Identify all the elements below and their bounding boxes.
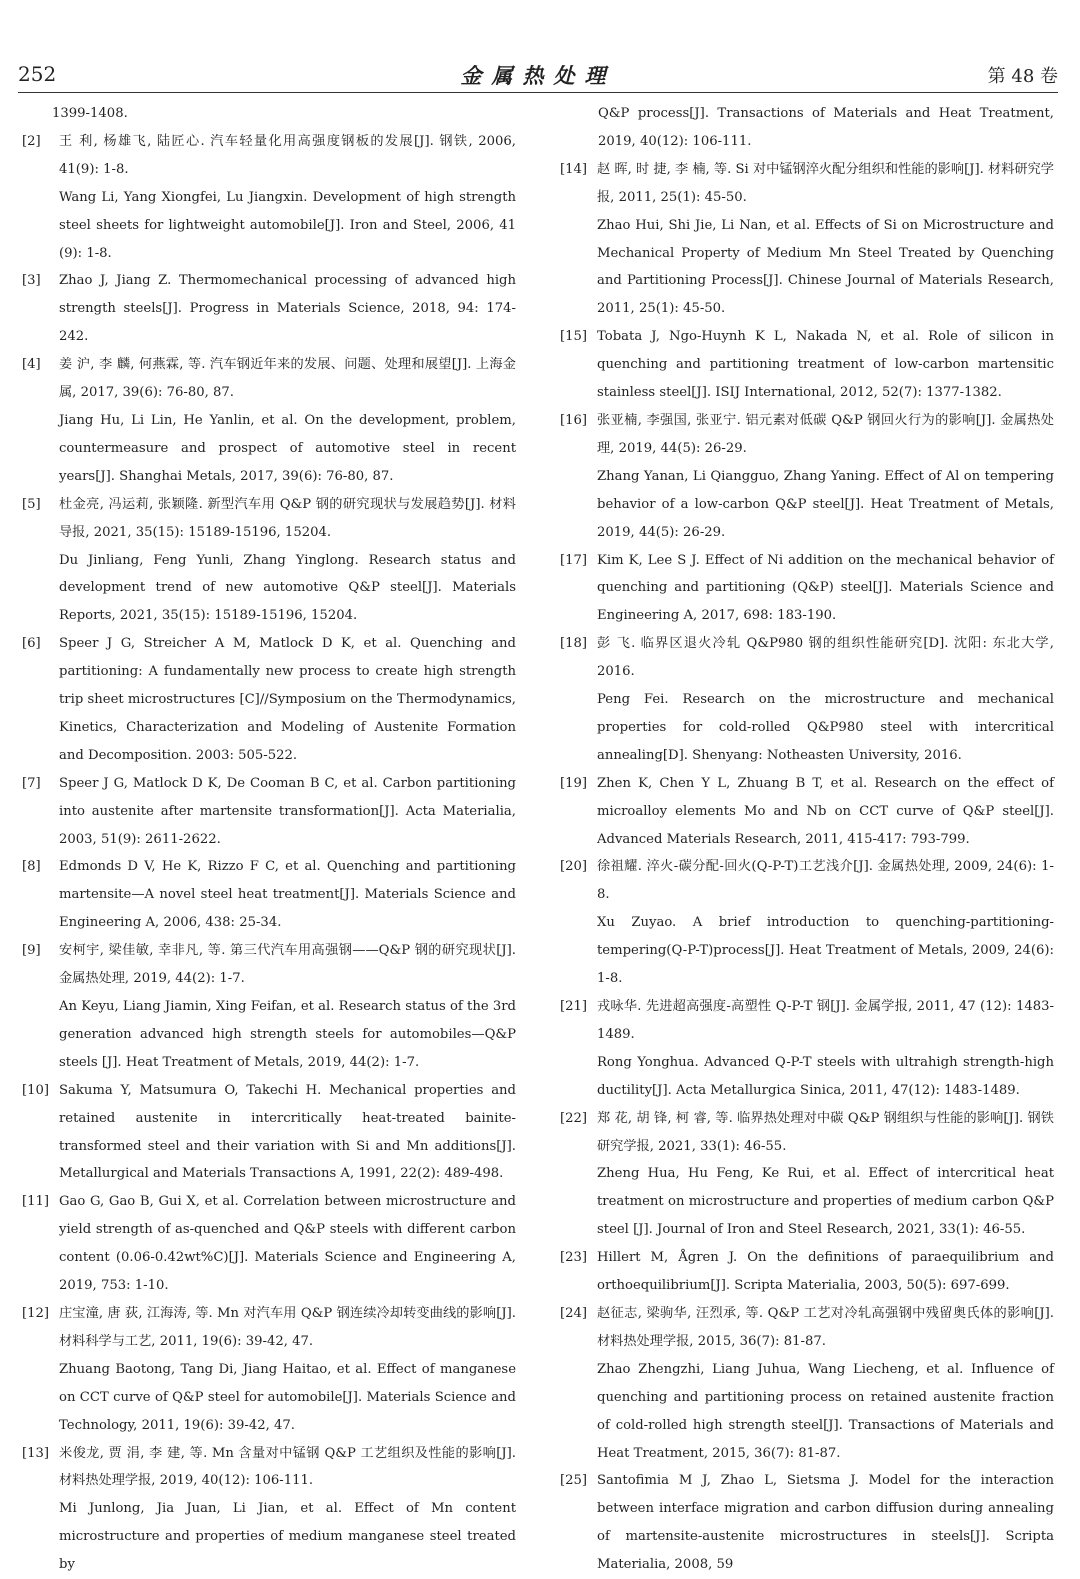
reference-text: Kim K, Lee S J. Effect of Ni addition on the mechanical behavior of quenching and partitioning (Q&P) steel[J]. Materials Science and Engineering A, 2017, 698: 183-190.	[597, 547, 1054, 631]
reference-label: [23]	[560, 1244, 587, 1272]
reference-text: 米俊龙, 贾 涓, 李 建, 等. Mn 含量对中锰钢 Q&P 工艺组织及性能的影响[J]. 材料热处理学报, 2019, 40(12): 106-111.	[59, 1440, 516, 1496]
reference-item	[22, 1188, 516, 1300]
volume-label: 第 48 卷	[988, 62, 1058, 88]
reference-label: [25]	[560, 1467, 587, 1495]
reference-item	[22, 491, 516, 631]
reference-label: [20]	[560, 853, 587, 881]
reference-item	[22, 1300, 516, 1440]
reference-text: Speer J G, Streicher A M, Matlock D K, et al. Quenching and partitioning: A fundamentally new process to create high strength trip sheet microstructures [C]//Symposium on the Thermodynamics, Kinetics, Characterization and Modeling of Austenite Formation and Decomposition. 2003: 505-522.	[59, 630, 516, 770]
reference-label: [22]	[560, 1105, 587, 1133]
reference-text: 彭 飞. 临界区退火冷轧 Q&P980 钢的组织性能研究[D]. 沈阳: 东北大学, 2016.	[597, 630, 1054, 686]
reference-text: Zhen K, Chen Y L, Zhuang B T, et al. Research on the effect of microalloy elements Mo and Nb on CCT curve of Q&P steel[J]. Advanced Materials Research, 2011, 415-417: 793-799.	[597, 770, 1054, 854]
reference-text: 王 利, 杨雄飞, 陆匠心. 汽车轻量化用高强度钢板的发展[J]. 钢铁, 2006, 41(9): 1-8.	[59, 128, 516, 184]
page-header	[18, 58, 1058, 90]
reference-label: [12]	[22, 1300, 49, 1328]
reference-item	[22, 853, 516, 937]
reference-item	[560, 407, 1054, 547]
reference-item	[22, 1440, 516, 1579]
reference-item	[560, 156, 1054, 323]
reference-label: [13]	[22, 1440, 49, 1468]
reference-text: 赵征志, 梁驹华, 汪烈承, 等. Q&P 工艺对冷轧高强钢中残留奥氏体的影响[J]. 材料热处理学报, 2015, 36(7): 81-87.	[597, 1300, 1054, 1356]
reference-text: 赵 晖, 时 捷, 李 楠, 等. Si 对中锰钢淬火配分组织和性能的影响[J]. 材料研究学报, 2011, 25(1): 45-50.	[597, 156, 1054, 212]
reference-item	[22, 128, 516, 268]
right-column	[560, 100, 1054, 1579]
reference-translation: Zhao Zhengzhi, Liang Juhua, Wang Liecheng, et al. Influence of quenching and partitioning process on retained austenite fraction of cold-rolled high strength steel[J]. Transactions of Materials and Heat Treatment, 2015, 36(7): 81-87.	[597, 1356, 1054, 1468]
reference-label: [24]	[560, 1300, 587, 1328]
reference-text: Hillert M, Ågren J. On the definitions of paraequilibrium and orthoequilibrium[J]. Scripta Materialia, 2003, 50(5): 697-699.	[597, 1244, 1054, 1300]
reference-item	[560, 630, 1054, 770]
reference-text: 姜 沪, 李 麟, 何燕霖, 等. 汽车钢近年来的发展、问题、处理和展望[J]. 上海金属, 2017, 39(6): 76-80, 87.	[59, 351, 516, 407]
reference-translation: An Keyu, Liang Jiamin, Xing Feifan, et al. Research status of the 3rd generation advanced high strength steels for automobiles—Q&P steels [J]. Heat Treatment of Metals, 2019, 44(2): 1-7.	[59, 993, 516, 1077]
reference-item	[560, 547, 1054, 631]
reference-text: Zhao J, Jiang Z. Thermomechanical processing of advanced high strength steels[J]. Progress in Materials Science, 2018, 94: 174-242.	[59, 267, 516, 351]
reference-item	[560, 323, 1054, 407]
continuation-text: Q&P process[J]. Transactions of Materials and Heat Treatment, 2019, 40(12): 106-111.	[598, 100, 1054, 156]
reference-item	[22, 351, 516, 491]
reference-text: 郑 花, 胡 锋, 柯 睿, 等. 临界热处理对中碳 Q&P 钢组织与性能的影响[J]. 钢铁研究学报, 2021, 33(1): 46-55.	[597, 1105, 1054, 1161]
reference-label: [11]	[22, 1188, 49, 1216]
reference-translation: Zhuang Baotong, Tang Di, Jiang Haitao, et al. Effect of manganese on CCT curve of Q&P steel for automobile[J]. Materials Science and Technology, 2011, 19(6): 39-42, 47.	[59, 1356, 516, 1440]
reference-translation: Zheng Hua, Hu Feng, Ke Rui, et al. Effect of intercritical heat treatment on microstructure and properties of medium carbon Q&P steel [J]. Journal of Iron and Steel Research, 2021, 33(1): 46-55.	[597, 1160, 1054, 1244]
reference-label: [7]	[22, 770, 41, 798]
reference-text: Speer J G, Matlock D K, De Cooman B C, et al. Carbon partitioning into austenite after martensite transformation[J]. Acta Materialia, 2003, 51(9): 2611-2622.	[59, 770, 516, 854]
left-column	[22, 100, 516, 1579]
reference-text: 安柯宇, 梁佳敏, 幸非凡, 等. 第三代汽车用高强钢——Q&P 钢的研究现状[J]. 金属热处理, 2019, 44(2): 1-7.	[59, 937, 516, 993]
reference-label: [21]	[560, 993, 587, 1021]
reference-label: [2]	[22, 128, 41, 156]
reference-label: [16]	[560, 407, 587, 435]
reference-item	[560, 1300, 1054, 1467]
reference-text: 庄宝潼, 唐 荻, 江海涛, 等. Mn 对汽车用 Q&P 钢连续冷却转变曲线的影响[J]. 材料科学与工艺, 2011, 19(6): 39-42, 47.	[59, 1300, 516, 1356]
reference-translation: Peng Fei. Research on the microstructure and mechanical properties for cold-rolled Q&P980 steel with intercritical annealing[D]. Shenyang: Notheasten University, 2016.	[597, 686, 1054, 770]
reference-label: [14]	[560, 156, 587, 184]
reference-item	[560, 770, 1054, 854]
reference-item	[560, 1105, 1054, 1245]
reference-item	[22, 630, 516, 770]
reference-translation: Jiang Hu, Li Lin, He Yanlin, et al. On the development, problem, countermeasure and prospect of automotive steel in recent years[J]. Shanghai Metals, 2017, 39(6): 76-80, 87.	[59, 407, 516, 491]
reference-item	[22, 770, 516, 854]
reference-label: [10]	[22, 1077, 49, 1105]
reference-translation: Xu Zuyao. A brief introduction to quenching-partitioning-tempering(Q-P-T)process[J]. Heat Treatment of Metals, 2009, 24(6): 1-8.	[597, 909, 1054, 993]
continuation-text: 1399-1408.	[52, 100, 516, 128]
reference-label: [6]	[22, 630, 41, 658]
journal-title: 金属热处理	[18, 60, 1058, 90]
header-rule	[18, 92, 1058, 93]
reference-item	[560, 1244, 1054, 1300]
reference-translation: Du Jinliang, Feng Yunli, Zhang Yinglong. Research status and development trend of new automotive Q&P steel[J]. Materials Reports, 2021, 35(15): 15189-15196, 15204.	[59, 547, 516, 631]
reference-continuation	[560, 100, 1054, 156]
reference-item	[560, 1467, 1054, 1579]
reference-item	[22, 937, 516, 1077]
reference-text: 戎咏华. 先进超高强度-高塑性 Q-P-T 钢[J]. 金属学报, 2011, 47 (12): 1483-1489.	[597, 993, 1054, 1049]
reference-text: 徐祖耀. 淬火-碳分配-回火(Q-P-T)工艺浅介[J]. 金属热处理, 2009, 24(6): 1-8.	[597, 853, 1054, 909]
reference-label: [15]	[560, 323, 587, 351]
reference-text: Tobata J, Ngo-Huynh K L, Nakada N, et al. Role of silicon in quenching and partitioning treatment of low-carbon martensitic stainless steel[J]. ISIJ International, 2012, 52(7): 1377-1382.	[597, 323, 1054, 407]
reference-continuation	[22, 100, 516, 128]
reference-list	[560, 156, 1054, 1579]
reference-label: [4]	[22, 351, 41, 379]
reference-item	[22, 267, 516, 351]
reference-text: 张亚楠, 李强国, 张亚宁. 铝元素对低碳 Q&P 钢回火行为的影响[J]. 金属热处理, 2019, 44(5): 26-29.	[597, 407, 1054, 463]
reference-item	[560, 853, 1054, 993]
reference-list	[22, 128, 516, 1579]
reference-label: [17]	[560, 547, 587, 575]
page-number: 252	[18, 62, 56, 86]
reference-text: Edmonds D V, He K, Rizzo F C, et al. Quenching and partitioning martensite—A novel steel heat treatment[J]. Materials Science and Engineering A, 2006, 438: 25-34.	[59, 853, 516, 937]
reference-text: Gao G, Gao B, Gui X, et al. Correlation between microstructure and yield strength of as-quenched and Q&P steels with different carbon content (0.06-0.42wt%C)[J]. Materials Science and Engineering A, 2019, 753: 1-10.	[59, 1188, 516, 1300]
reference-label: [9]	[22, 937, 41, 965]
reference-text: 杜金亮, 冯运莉, 张颖隆. 新型汽车用 Q&P 钢的研究现状与发展趋势[J]. 材料导报, 2021, 35(15): 15189-15196, 15204.	[59, 491, 516, 547]
reference-translation: Mi Junlong, Jia Juan, Li Jian, et al. Effect of Mn content microstructure and properties of medium manganese steel treated by	[59, 1495, 516, 1579]
reference-item	[560, 993, 1054, 1105]
reference-translation: Zhao Hui, Shi Jie, Li Nan, et al. Effects of Si on Microstructure and Mechanical Property of Medium Mn Steel Treated by Quenching and Partitioning Process[J]. Chinese Journal of Materials Research, 2011, 25(1): 45-50.	[597, 212, 1054, 324]
reference-label: [18]	[560, 630, 587, 658]
reference-text: Sakuma Y, Matsumura O, Takechi H. Mechanical properties and retained austenite in intercritically heat-treated bainite-transformed steel and their variation with Si and Mn additions[J]. Metallurgical and Materials Transactions A, 1991, 22(2): 489-498.	[59, 1077, 516, 1189]
reference-translation: Zhang Yanan, Li Qiangguo, Zhang Yaning. Effect of Al on tempering behavior of a low-carbon Q&P steel[J]. Heat Treatment of Metals, 2019, 44(5): 26-29.	[597, 463, 1054, 547]
reference-translation: Rong Yonghua. Advanced Q-P-T steels with ultrahigh strength-high ductility[J]. Acta Metallurgica Sinica, 2011, 47(12): 1483-1489.	[597, 1049, 1054, 1105]
reference-item	[22, 1077, 516, 1189]
reference-translation: Wang Li, Yang Xiongfei, Lu Jiangxin. Development of high strength steel sheets for lightweight automobile[J]. Iron and Steel, 2006, 41 (9): 1-8.	[59, 184, 516, 268]
reference-label: [5]	[22, 491, 41, 519]
reference-text: Santofimia M J, Zhao L, Sietsma J. Model for the interaction between interface migration and carbon diffusion during annealing of martensite-austenite microstructures in steels[J]. Scripta Materialia, 2008, 59	[597, 1467, 1054, 1579]
reference-label: [8]	[22, 853, 41, 881]
reference-label: [3]	[22, 267, 41, 295]
reference-label: [19]	[560, 770, 587, 798]
